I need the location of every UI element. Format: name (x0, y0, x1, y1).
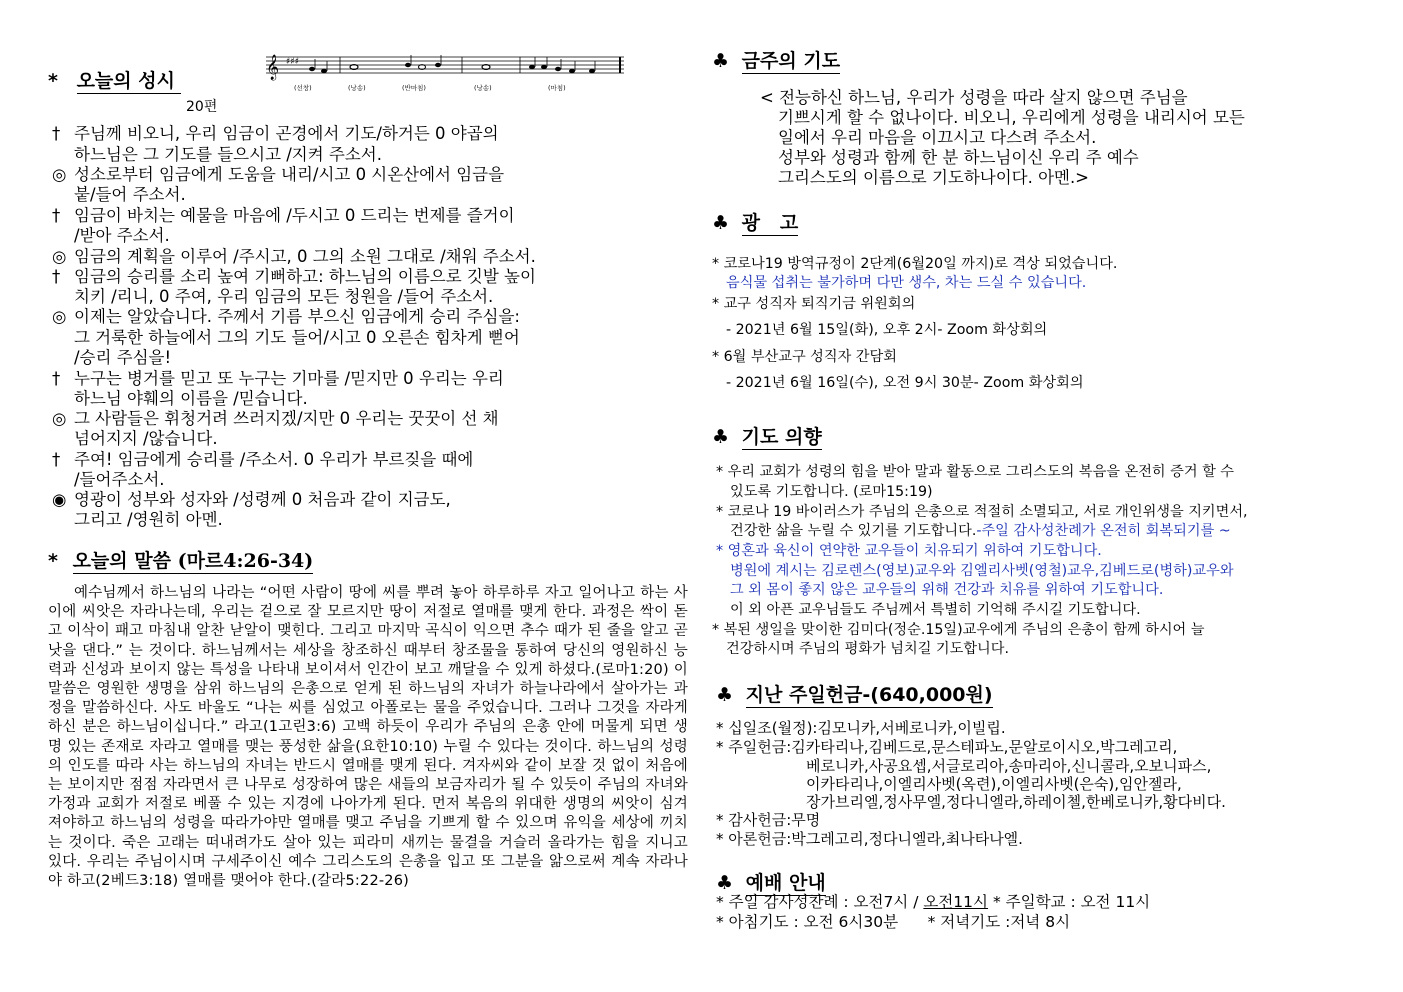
gospel-marker: * (48, 550, 58, 572)
psalm-line: † 임금이 바치는 예물을 마음에 /두시고 0 드리는 번제를 즐거이 (52, 206, 515, 225)
psalm-line: 치키 /리니, 0 주여, 우리 임금의 모든 청원을 /들어 주소서. (74, 287, 494, 306)
psalm-line: 하느님은 그 기도를 들으시고 /지켜 주소서. (74, 145, 382, 164)
intention-line: 이 외 아픈 교우님들도 주님께서 특별히 기억해 주시길 기도합니다. (730, 602, 1141, 618)
intention-line: * 복된 생일을 맞이한 김미다(정순.15일)교우에게 주님의 은총이 함께 하시어 늘 (712, 622, 1205, 638)
offering-header (716, 680, 993, 707)
collect-line: 기쁘시게 할 수 없나이다. 비오니, 우리에게 성령을 내리시어 모든 (778, 108, 1245, 127)
club-icon: ♣ (712, 212, 730, 234)
worship-line: * 주일 감사성찬례 : 오전7시 / 오전11시 * 주일학교 : 오전 11시 (716, 893, 1151, 911)
psalm-line: /받아 주소서. (74, 226, 170, 245)
intention-line: 건강하시며 주님의 평화가 넘치길 기도합니다. (726, 641, 1009, 657)
psalm-line: † 누구는 병거를 믿고 또 누구는 기마를 /믿지만 0 우리는 우리 (52, 369, 504, 388)
collect-line: 일에서 우리 마음을 이끄시고 다스려 주소서. (778, 128, 1097, 147)
offering-line: * 주일헌금:김카타리나,김베드로,문스테파노,문알로이시오,박그레고리, (716, 738, 1178, 756)
intentions-header (712, 422, 822, 449)
psalm-line: † 임금의 승리를 소리 높여 기뻐하고: 하느님의 이름으로 깃발 높이 (52, 267, 536, 286)
notice-title: 광 고 (741, 212, 799, 234)
offering-line: * 아론헌금:박그레고리,정다니엘라,최나타나엘. (716, 830, 1023, 848)
psalm-title: 오늘의 성시 (77, 70, 181, 94)
offering-line: 장가브리엘,정사무엘,정다니엘라,하레이첼,한베로니카,황다비다. (806, 793, 1226, 811)
worship-header (716, 868, 826, 895)
psalm-line: /승리 주심을! (74, 348, 172, 367)
psalm-line: ◎ 성소로부터 임금에게 도움을 내리/시고 0 시온산에서 임금을 (52, 165, 505, 184)
music-label: (반마침) (402, 84, 426, 92)
collect-title: 금주의 기도 (741, 50, 841, 72)
intention-line: 그 외 몸이 좋지 않은 교우들의 위해 건강과 치유를 위하여 기도합니다. (730, 582, 1164, 598)
offering-line: 베로니카,사공요셉,서글로리아,송마리아,신니콜라,오보니파스, (806, 757, 1212, 775)
music-label: (마침) (548, 84, 566, 92)
club-icon: ♣ (712, 50, 730, 72)
svg-text:𝄞: 𝄞 (266, 55, 280, 80)
gospel-title: 오늘의 말씀 (72, 550, 171, 572)
notice-item: * 교구 성직자 퇴직기금 위원회의 (712, 296, 916, 312)
psalm-header (48, 66, 181, 93)
psalm-line: ◎ 그 사람들은 휘청거려 쓰러지겠/지만 0 우리는 꿋꿋이 선 채 (52, 409, 499, 428)
psalm-line: 그 거룩한 하늘에서 그의 기도 들어/시고 0 오른손 힘차게 뻗어 (74, 328, 520, 347)
notice-item: - 2021년 6월 16일(수), 오전 9시 30분- Zoom 화상회의 (726, 375, 1084, 391)
intention-line: 병원에 계시는 김로렌스(영보)교우와 김엘리사벳(영철)교우,김베드로(병하)교우와 (730, 563, 1234, 579)
psalm-line: 넘어지지 /않습니다. (74, 429, 218, 448)
intention-line: 건강한 삶을 누릴 수 있기를 기도합니다.-주일 감사성찬례가 온전히 회복되기를 ~ (730, 523, 1231, 539)
psalm-line: ◎ 이제는 알았습니다. 주께서 기름 부으신 임금에게 승리 주심을: (52, 307, 520, 326)
gospel-ref: (마르4:26-34) (177, 550, 314, 572)
offering-line: * 십일조(월정):김모니카,서베로니카,이빌립. (716, 719, 1006, 737)
collect-header (712, 46, 840, 73)
intention-line: * 영혼과 육신이 연약한 교우들이 치유되기 위하여 기도합니다. (716, 543, 1102, 559)
notice-header (712, 208, 798, 235)
collect-line: < 전능하신 하느님, 우리가 성령을 따라 살지 않으면 주님을 (760, 88, 1188, 107)
gospel-text: 예수님께서 하느님의 나라는 “어떤 사람이 땅에 씨를 뿌려 놓아 하루하루 자고 일어나고 하는 사이에 씨앗은 자라나는데, 우리는 겉으로 잘 모르지만 땅이 저절로 열매를 맺게 한다. 과정은 싹이 돋고 이삭이 패고 마침내 알찬 낟알이 맺힌다. 그리고 마지막 곡식이 익으면 추수 때가 된 줄을 알고 곧 낫을 댄다.” 는 것이다. 하느님께서는 세상을 창조하신 때부터 창조물을 통하여 당신의 영원하신 능력과 신성과 보이지 않는 특성을 나타내 보이셔서 인간이 보고 깨달을 수 있게 하셨다.(로마1:20) 이 말씀은 영원한 생명을 삼위 하느님의 은총으로 얻게 된 하느님의 자녀가 하늘나라에서 살아가는 과정을 말씀하신다. 사도 바울도 “나는 씨를 심었고 아폴로는 물을 주었습니다. 그러나 그것을 자라게 하신 분은 하느님이십니다.” 라고(1고린3:6) 고백 하듯이 우리가 주님의 은총 안에 머물게 되면 생명 있는 존재로 자라고 열매를 맺는 풍성한 삶을(요한10:10) 누릴 수 있다는 것이다. 하느님의 성령의 인도를 따라 사는 하느님의 자녀는 반드시 열매를 맺게 된다. 겨자씨와 같이 보잘 것 없이 처음에는 보이지만 점점 자라면서 큰 나무로 성장하여 많은 새들의 보금자리가 될 수 있듯이 주님의 자녀와 가정과 교회가 저절로 베풀 수 있는 지경에 나아가게 된다. 먼저 복음의 위대한 생명의 씨앗이 심겨져야하고 하느님의 성령을 따라가야만 열매를 맺고 주님을 기쁘게 할 수 있으며 유익을 세상에 끼치는 것이다. 죽은 고래는 떠내려가도 살아 있는 피라미 새끼는 물결을 거슬러 올라가는 힘을 지니고 있다. 우리는 주님이시며 구세주이신 예수 그리스도의 은총을 입고 또 그분을 앎으로써 계속 자라나야 하고(2베드3:18) 열매를 맺어야 한다.(갈라5:22-26) (48, 585, 688, 890)
intention-line: * 코로나 19 바이러스가 주님의 은총으로 적절히 소멸되고, 서로 개인위생을 지키면서, (716, 504, 1248, 520)
music-label: (선창) (294, 84, 312, 92)
club-icon: ♣ (716, 872, 734, 894)
music-label: (낭송) (474, 84, 492, 92)
psalm-line: † 주님께 비오니, 우리 임금이 곤경에서 기도/하거든 0 야곱의 (52, 124, 499, 143)
psalm-line: 그리고 /영원히 아멘. (74, 510, 223, 529)
psalm-line: ◎ 임금의 계획을 이루어 /주시고, 0 그의 소원 그대로 /채워 주소서. (52, 247, 536, 266)
notice-item: 음식물 섭취는 불가하며 다만 생수, 차는 드실 수 있습니다. (726, 275, 1087, 291)
club-icon: ♣ (716, 684, 734, 706)
psalm-line: 하느님 야훼의 이름을 /믿습니다. (74, 389, 308, 408)
collect-line: 성부와 성령과 함께 한 분 하느님이신 우리 주 예수 (778, 148, 1139, 167)
psalm-number: 20편 (186, 99, 218, 115)
intentions-title: 기도 의향 (741, 426, 822, 448)
psalm-line: ◉ 영광이 성부와 성자와 /성령께 0 처음과 같이 지금도, (52, 490, 451, 509)
psalm-line: /들어주소서. (74, 470, 165, 489)
club-icon: ♣ (712, 426, 730, 448)
music-label: (낭송) (348, 84, 366, 92)
intention-line: 있도록 기도합니다. (로마15:19) (730, 484, 933, 500)
svg-text:♯♯♯: ♯♯♯ (286, 57, 300, 67)
offering-line: 이카타리나,이엘리사벳(옥련),이엘리사벳(은숙),임안젤라, (806, 775, 1182, 793)
worship-title: 예배 안내 (745, 872, 826, 894)
offering-line: * 감사헌금:무명 (716, 811, 821, 829)
collect-line: 그리스도의 이름으로 기도하나이다. 아멘.> (778, 168, 1090, 187)
intention-line: * 우리 교회가 성령의 힘을 받아 말과 활동으로 그리스도의 복음을 온전히 증거 할 수 (716, 464, 1234, 480)
offering-title: 지난 주일헌금-(640,000원) (745, 684, 993, 706)
gospel-header (48, 546, 313, 573)
psalm-line: † 주여! 임금에게 승리를 /주소서. 0 우리가 부르짖을 때에 (52, 450, 474, 469)
chant-staff (262, 54, 626, 96)
worship-line: * 아침기도 : 오전 6시30분 * 저녁기도 :저녁 8시 (716, 913, 1071, 931)
notice-item: * 6월 부산교구 성직자 간담회 (712, 349, 897, 365)
notice-item: * 코로나19 방역규정이 2단계(6월20일 까지)로 격상 되었습니다. (712, 256, 1118, 272)
psalm-line: 붙/들어 주소서. (74, 185, 186, 204)
psalm-marker: * (48, 70, 58, 92)
notice-item: - 2021년 6월 15일(화), 오후 2시- Zoom 화상회의 (726, 322, 1048, 338)
